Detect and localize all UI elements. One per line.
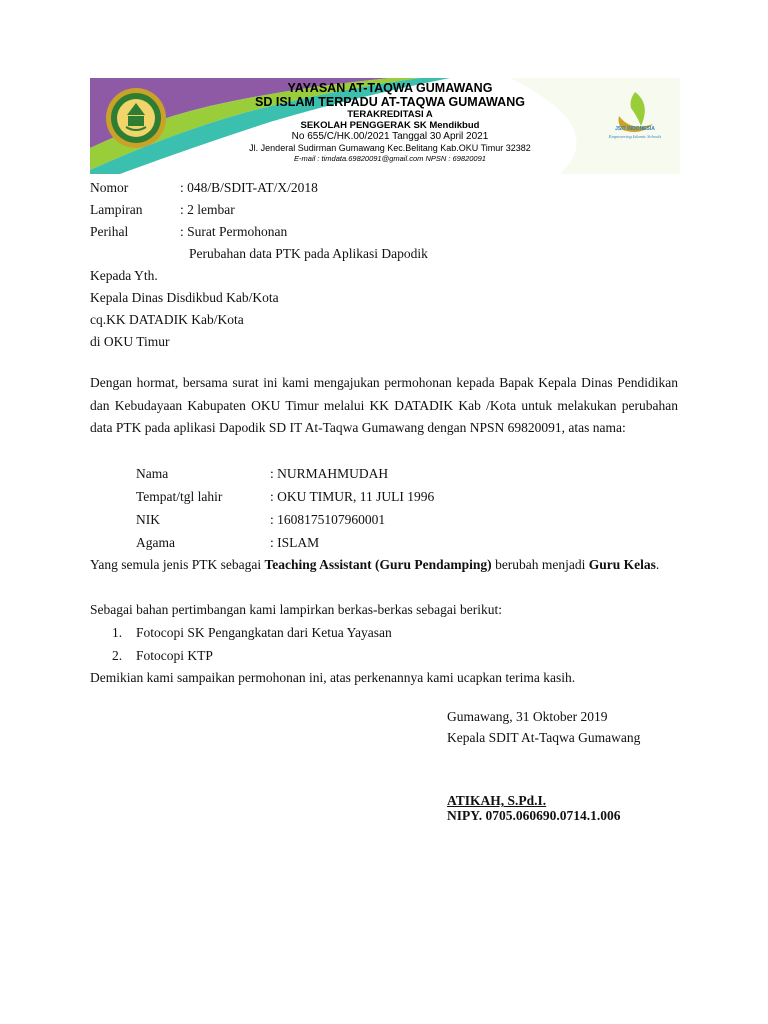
signatory-nipy: NIPY. 0705.060690.0714.1.006 <box>447 808 621 823</box>
attachment-number: 2. <box>112 648 123 663</box>
person-label-ttl: Tempat/tgl lahir <box>136 489 223 504</box>
letterhead <box>90 78 680 174</box>
signatory-name: ATIKAH, S.Pd.I. <box>447 793 547 808</box>
school-name: SD ISLAM TERPADU AT-TAQWA GUMAWANG <box>255 95 525 109</box>
meta-value-perihal: : Surat Permohonan <box>180 224 288 239</box>
opening-paragraph: Dengan hormat, bersama surat ini kami mengajukan permohonan kepada Bapak Kepala Dinas Pendidikan dan Kebudayaan Kabupaten OKU Timur melalui KK DATADIK Kab /Kota untuk melakukan perubahan data PTK pada aplikasi Dapodik SD IT At-Taqwa Gumawang dengan NPSN 69820091, atas nama: <box>90 375 678 435</box>
person-value-agama: : ISLAM <box>270 535 320 550</box>
change-post: . <box>655 557 660 572</box>
foundation-name: YAYASAN AT-TAQWA GUMAWANG <box>287 81 493 95</box>
jsit-logo <box>601 86 665 150</box>
letterhead-text <box>240 78 540 164</box>
signature-place-date: Gumawang, 31 Oktober 2019 <box>447 709 608 724</box>
person-label-nama: Nama <box>136 466 169 481</box>
recipient-line: cq.KK DATADIK Kab/Kota <box>90 312 244 327</box>
meta-label-nomor: Nomor <box>90 180 129 195</box>
person-value-nama: : NURMAHMUDAH <box>270 466 389 481</box>
closing-sentence: Demikian kami sampaikan permohonan ini, atas perkenannya kami ucapkan terima kasih. <box>90 670 576 685</box>
signature-position: Kepala SDIT At-Taqwa Gumawang <box>447 730 641 745</box>
decree-number: No 655/C/HK.00/2021 Tanggal 30 April 2021 <box>291 131 489 142</box>
school-emblem-logo <box>105 87 167 149</box>
school-contact: E-mail : timdata.69820091@gmail.com NPSN : 69820091 <box>294 154 486 163</box>
attachment-item: Fotocopi SK Pengangkatan dari Ketua Yayasan <box>136 625 392 640</box>
change-old-type: Teaching Assistant (Guru Pendamping) <box>264 557 492 572</box>
recipient-line: Kepada Yth. <box>90 268 158 283</box>
meta-label-lampiran: Lampiran <box>90 202 143 217</box>
jsit-logo-tagline: Empowering Islamic Schools <box>608 134 662 139</box>
jsit-logo-text: JSIT INDONESIA <box>615 126 655 132</box>
meta-label-perihal: Perihal <box>90 224 129 239</box>
attachment-item: Fotocopi KTP <box>136 648 213 663</box>
person-label-nik: NIK <box>136 512 160 527</box>
recipient-line: Kepala Dinas Disdikbud Kab/Kota <box>90 290 279 305</box>
attachment-number: 1. <box>112 625 123 640</box>
perihal-continuation: Perubahan data PTK pada Aplikasi Dapodik <box>189 246 428 261</box>
recipient-line: di OKU Timur <box>90 334 170 349</box>
change-statement <box>90 554 678 577</box>
school-address: Jl. Jenderal Sudirman Gumawang Kec.Belitang Kab.OKU Timur 32382 <box>249 143 531 153</box>
change-pre: Yang semula jenis PTK sebagai <box>90 557 265 572</box>
penggerak-status: SEKOLAH PENGGERAK SK Mendikbud <box>300 120 480 131</box>
person-label-agama: Agama <box>136 535 175 550</box>
change-mid: berubah menjadi <box>491 557 589 572</box>
change-new-type: Guru Kelas <box>588 557 656 572</box>
person-value-ttl: : OKU TIMUR, 11 JULI 1996 <box>270 489 435 504</box>
person-value-nik: : 1608175107960001 <box>270 512 386 527</box>
accreditation: TERAKREDITASI A <box>347 109 433 120</box>
attachments-intro: Sebagai bahan pertimbangan kami lampirkan berkas-berkas sebagai berikut: <box>90 602 502 617</box>
meta-value-lampiran: : 2 lembar <box>180 202 235 217</box>
meta-value-nomor: : 048/B/SDIT-AT/X/2018 <box>180 180 318 195</box>
